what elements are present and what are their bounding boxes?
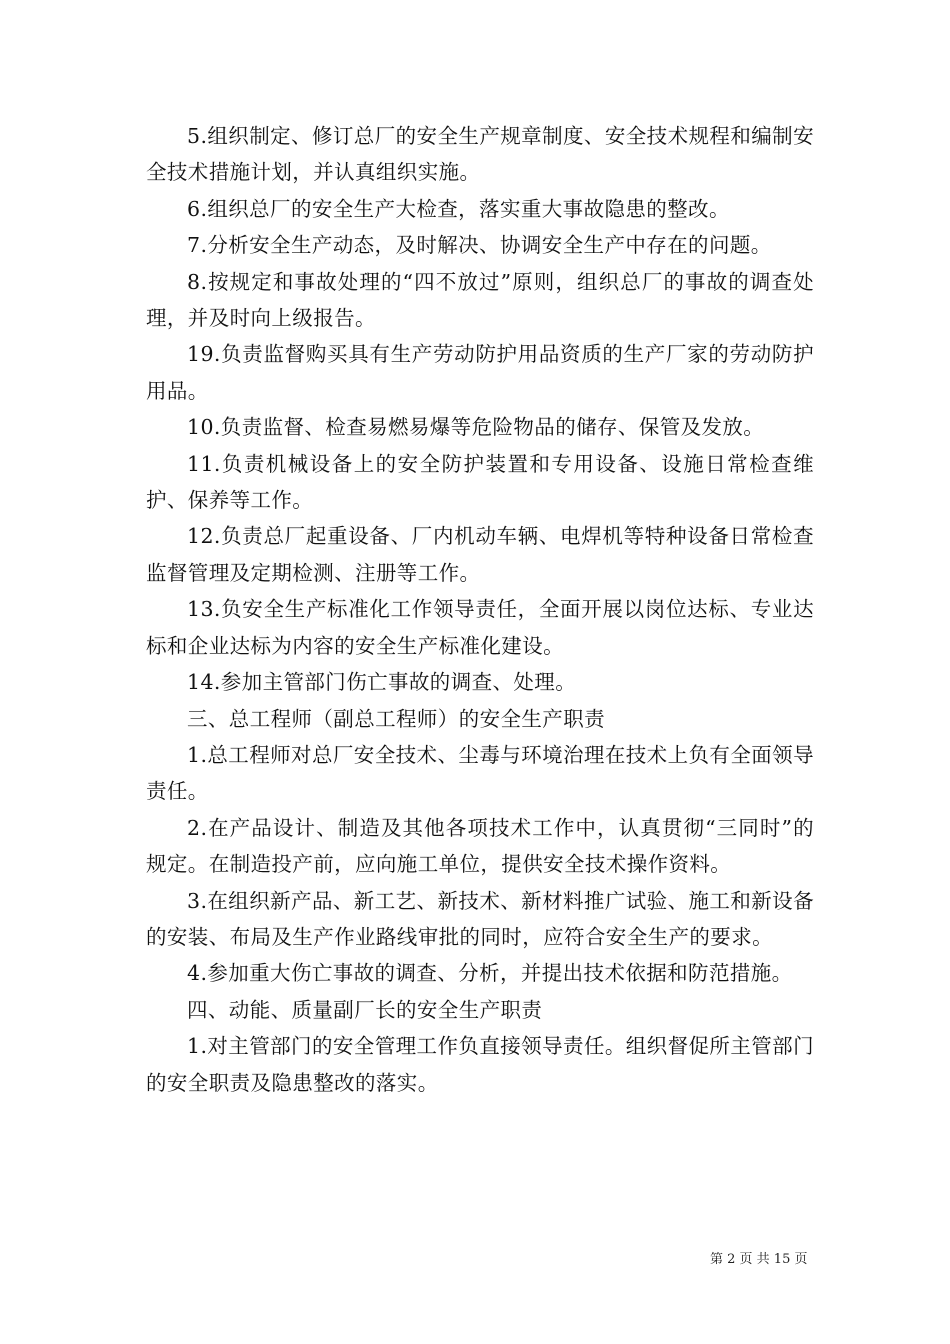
document-body: [146, 118, 814, 1101]
paragraph-item-19: 19.负责监督购买具有生产劳动防护用品资质的生产厂家的劳动防护用品。: [146, 342, 814, 403]
paragraph-item-ce-4: 4.参加重大伤亡事故的调查、分析，并提出技术依据和防范措施。: [187, 961, 793, 986]
paragraph-item-13: 13.负安全生产标准化工作领导责任，全面开展以岗位达标、专业达标和企业达标为内容的安全生产标准化建设。: [146, 597, 814, 658]
paragraph-item-ce-3: 3.在组织新产品、新工艺、新技术、新材料推广试验、施工和新设备的安装、布局及生产作业路线审批的同时，应符合安全生产的要求。: [146, 888, 814, 949]
paragraph-item-7: 7.分析安全生产动态，及时解决、协调安全生产中存在的问题。: [187, 233, 772, 258]
paragraph-item-ce-2: 2.在产品设计、制造及其他各项技术工作中，认真贯彻“三同时”的规定。在制造投产前，应向施工单位，提供安全技术操作资料。: [146, 815, 814, 877]
section-heading-chief-engineer: 三、总工程师（副总工程师）的安全生产职责: [187, 706, 605, 731]
paragraph-item-12: 12.负责总厂起重设备、厂内机动车辆、电焊机等特种设备日常检查监督管理及定期检测、注册等工作。: [146, 524, 814, 585]
section-heading-deputy-director: 四、动能、质量副厂长的安全生产职责: [187, 997, 543, 1022]
paragraph-item-5: 5.组织制定、修订总厂的安全生产规章制度、安全技术规程和编制安全技术措施计划，并认真组织实施。: [146, 124, 814, 185]
page-number: 第 2 页 共 15 页: [710, 1252, 808, 1267]
paragraph-item-dd-1: 1.对主管部门的安全管理工作负直接领导责任。组织督促所主管部门的安全职责及隐患整改的落实。: [146, 1034, 814, 1095]
paragraph-item-8: 8.按规定和事故处理的“四不放过”原则，组织总厂的事故的调查处理，并及时向上级报告。: [146, 269, 814, 331]
paragraph-item-14: 14.参加主管部门伤亡事故的调查、处理。: [187, 670, 577, 695]
paragraph-item-ce-1: 1.总工程师对总厂安全技术、尘毒与环境治理在技术上负有全面领导责任。: [146, 742, 814, 804]
paragraph-item-6: 6.组织总厂的安全生产大检查，落实重大事故隐患的整改。: [187, 196, 730, 221]
paragraph-item-10: 10.负责监督、检查易燃易爆等危险物品的储存、保管及发放。: [187, 415, 765, 440]
paragraph-item-11: 11.负责机械设备上的安全防护装置和专用设备、设施日常检查维护、保养等工作。: [146, 451, 814, 513]
